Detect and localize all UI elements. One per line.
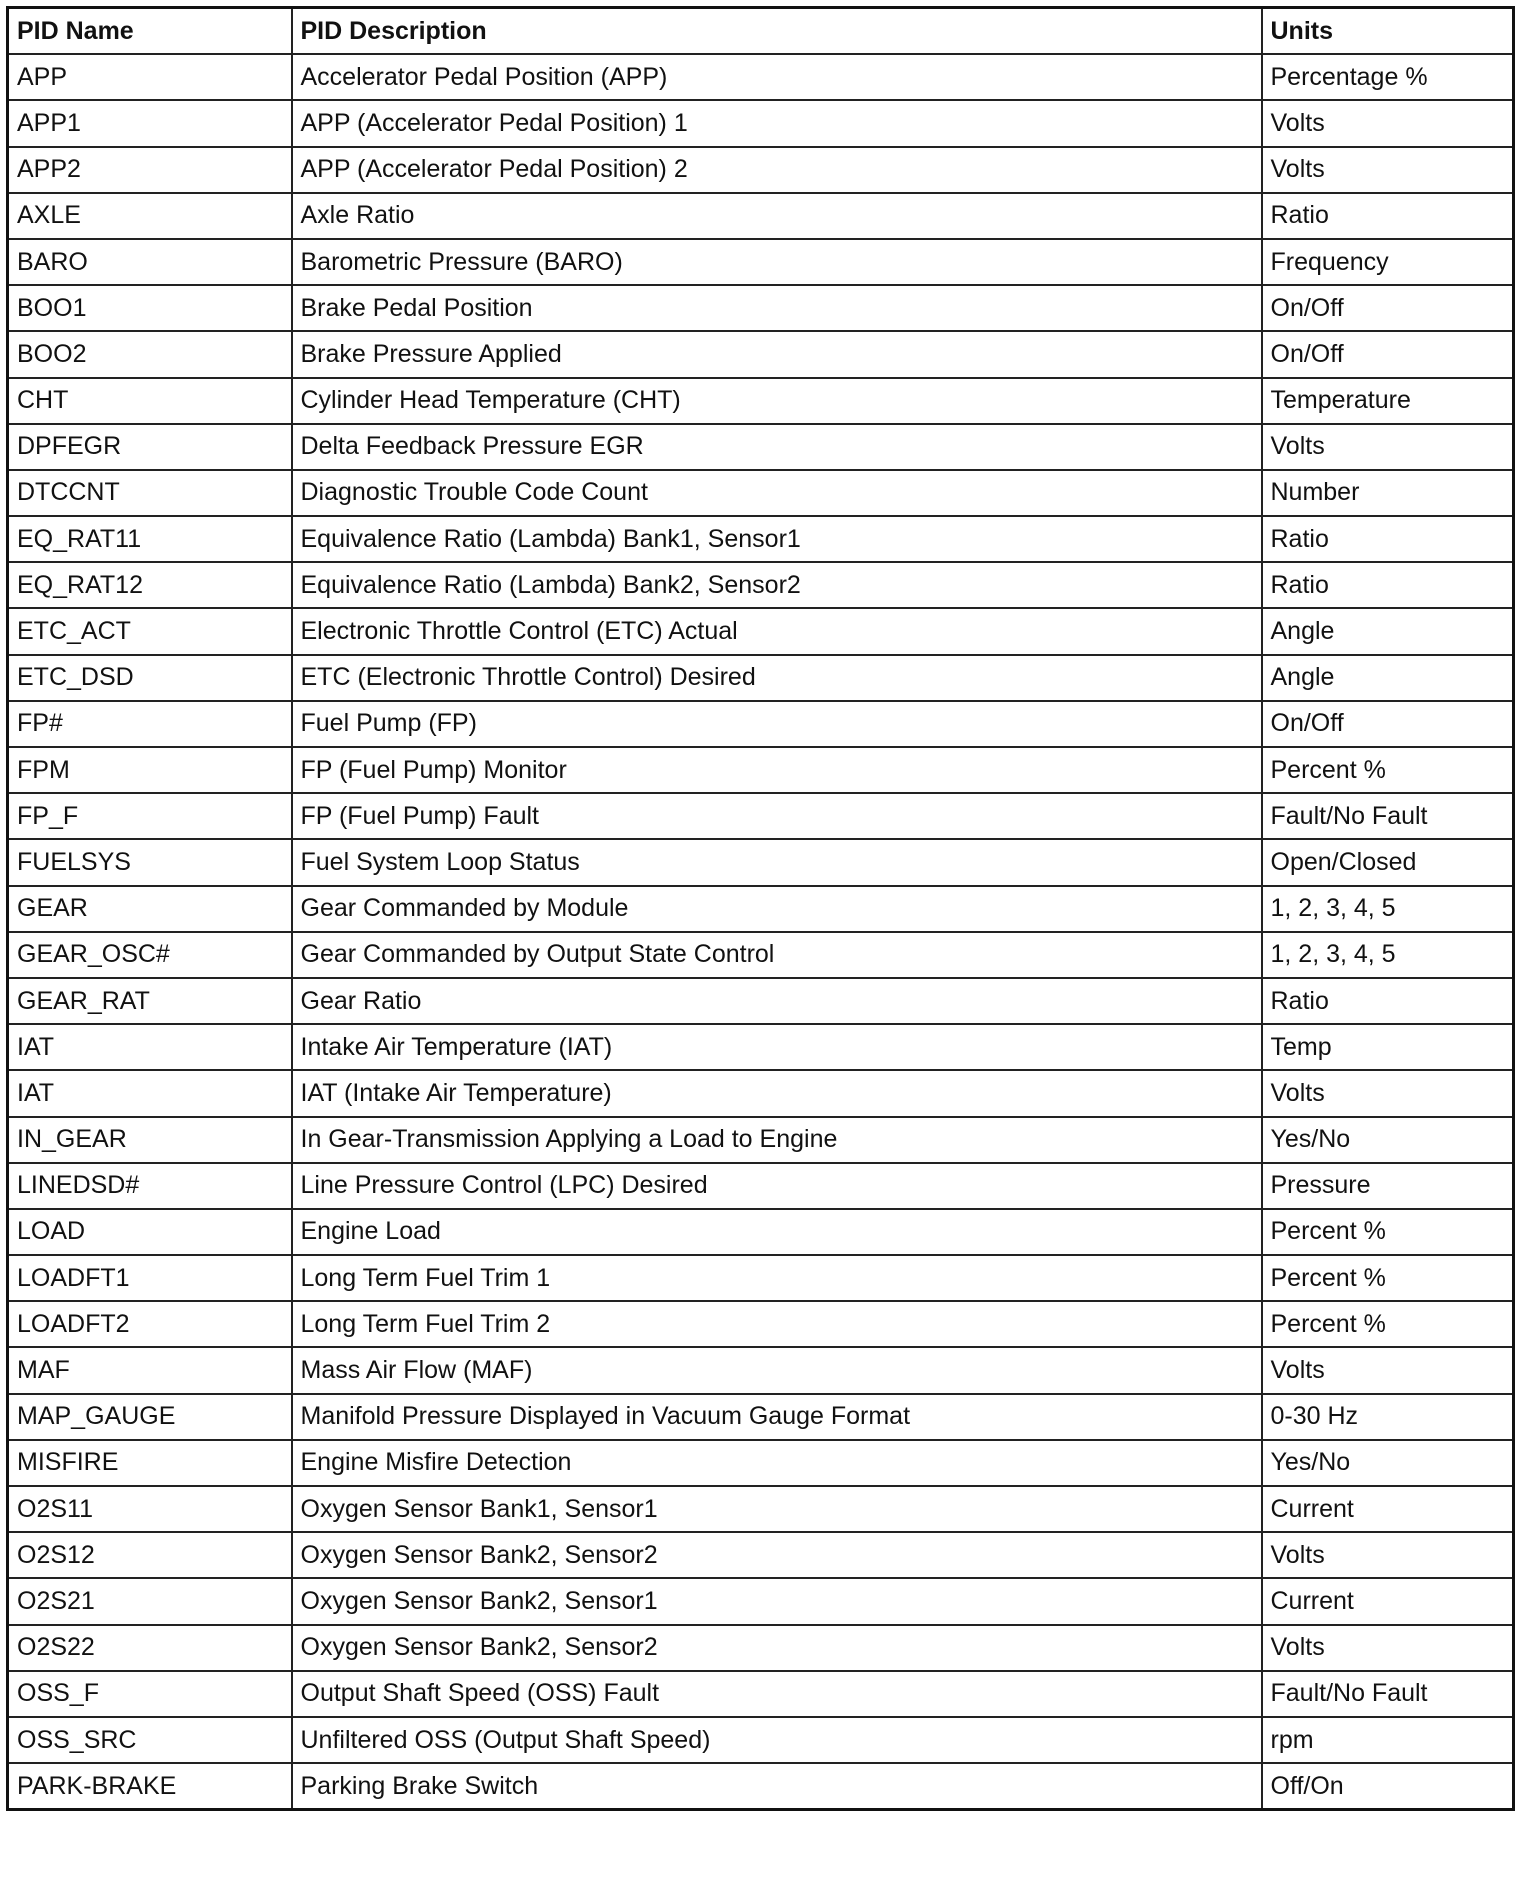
- table-body: [8, 54, 1514, 1810]
- cell-pid-description: Brake Pedal Position: [292, 285, 1262, 331]
- cell-pid-name: APP2: [8, 147, 292, 193]
- table-row: [8, 239, 1514, 285]
- cell-pid-description: Mass Air Flow (MAF): [292, 1347, 1262, 1393]
- cell-pid-name: IAT: [8, 1070, 292, 1116]
- cell-units: Current: [1262, 1578, 1514, 1624]
- cell-pid-name: GEAR_OSC#: [8, 932, 292, 978]
- cell-pid-name: LOADFT1: [8, 1255, 292, 1301]
- table-row: [8, 193, 1514, 239]
- cell-pid-description: Manifold Pressure Displayed in Vacuum Gauge Format: [292, 1394, 1262, 1440]
- cell-pid-description: Fuel Pump (FP): [292, 701, 1262, 747]
- table-row: [8, 516, 1514, 562]
- cell-units: Temp: [1262, 1024, 1514, 1070]
- cell-units: Percent %: [1262, 1255, 1514, 1301]
- table-row: [8, 886, 1514, 932]
- cell-units: Ratio: [1262, 562, 1514, 608]
- cell-pid-name: LOADFT2: [8, 1301, 292, 1347]
- cell-units: On/Off: [1262, 331, 1514, 377]
- cell-units: 0-30 Hz: [1262, 1394, 1514, 1440]
- cell-pid-name: BARO: [8, 239, 292, 285]
- table-row: [8, 1255, 1514, 1301]
- table-row: [8, 1671, 1514, 1717]
- cell-units: Percent %: [1262, 1301, 1514, 1347]
- cell-pid-description: Oxygen Sensor Bank2, Sensor2: [292, 1625, 1262, 1671]
- cell-pid-name: IAT: [8, 1024, 292, 1070]
- table-row: [8, 1486, 1514, 1532]
- cell-pid-name: FP_F: [8, 793, 292, 839]
- cell-pid-description: Gear Commanded by Output State Control: [292, 932, 1262, 978]
- table-row: [8, 470, 1514, 516]
- table-row: [8, 1347, 1514, 1393]
- cell-pid-name: O2S21: [8, 1578, 292, 1624]
- cell-pid-name: APP: [8, 54, 292, 100]
- cell-pid-description: Gear Ratio: [292, 978, 1262, 1024]
- table-row: [8, 147, 1514, 193]
- table-row: [8, 747, 1514, 793]
- cell-pid-description: Line Pressure Control (LPC) Desired: [292, 1163, 1262, 1209]
- cell-units: Fault/No Fault: [1262, 1671, 1514, 1717]
- cell-pid-description: Barometric Pressure (BARO): [292, 239, 1262, 285]
- table-row: [8, 1578, 1514, 1624]
- cell-units: Percentage %: [1262, 54, 1514, 100]
- cell-units: Fault/No Fault: [1262, 793, 1514, 839]
- cell-units: Volts: [1262, 147, 1514, 193]
- pid-table: [6, 6, 1515, 1811]
- cell-pid-name: IN_GEAR: [8, 1117, 292, 1163]
- cell-pid-description: Axle Ratio: [292, 193, 1262, 239]
- header-pid-name: PID Name: [8, 8, 292, 55]
- cell-units: Angle: [1262, 608, 1514, 654]
- table-row: [8, 1301, 1514, 1347]
- table-row: [8, 793, 1514, 839]
- table-row: [8, 1717, 1514, 1763]
- cell-pid-description: Long Term Fuel Trim 2: [292, 1301, 1262, 1347]
- cell-pid-name: BOO1: [8, 285, 292, 331]
- cell-pid-name: FP#: [8, 701, 292, 747]
- cell-pid-description: Output Shaft Speed (OSS) Fault: [292, 1671, 1262, 1717]
- cell-pid-description: In Gear-Transmission Applying a Load to Engine: [292, 1117, 1262, 1163]
- cell-pid-name: MAF: [8, 1347, 292, 1393]
- cell-units: Yes/No: [1262, 1440, 1514, 1486]
- cell-units: Yes/No: [1262, 1117, 1514, 1163]
- cell-pid-description: FP (Fuel Pump) Fault: [292, 793, 1262, 839]
- table-row: [8, 100, 1514, 146]
- cell-pid-description: Parking Brake Switch: [292, 1763, 1262, 1810]
- cell-units: Temperature: [1262, 378, 1514, 424]
- header-units: Units: [1262, 8, 1514, 55]
- table-row: [8, 1394, 1514, 1440]
- cell-units: Volts: [1262, 1070, 1514, 1116]
- cell-units: On/Off: [1262, 285, 1514, 331]
- table-row: [8, 562, 1514, 608]
- cell-pid-name: PARK-BRAKE: [8, 1763, 292, 1810]
- cell-units: Number: [1262, 470, 1514, 516]
- table-row: [8, 1117, 1514, 1163]
- cell-units: Percent %: [1262, 1209, 1514, 1255]
- cell-pid-name: EQ_RAT12: [8, 562, 292, 608]
- cell-units: 1, 2, 3, 4, 5: [1262, 932, 1514, 978]
- table-row: [8, 378, 1514, 424]
- cell-pid-name: O2S11: [8, 1486, 292, 1532]
- cell-units: Pressure: [1262, 1163, 1514, 1209]
- cell-pid-description: APP (Accelerator Pedal Position) 2: [292, 147, 1262, 193]
- cell-pid-description: Equivalence Ratio (Lambda) Bank1, Sensor1: [292, 516, 1262, 562]
- cell-pid-name: AXLE: [8, 193, 292, 239]
- cell-pid-name: CHT: [8, 378, 292, 424]
- cell-pid-name: GEAR: [8, 886, 292, 932]
- table-row: [8, 839, 1514, 885]
- cell-units: Volts: [1262, 1625, 1514, 1671]
- table-row: [8, 54, 1514, 100]
- cell-units: Frequency: [1262, 239, 1514, 285]
- cell-units: 1, 2, 3, 4, 5: [1262, 886, 1514, 932]
- cell-pid-description: Delta Feedback Pressure EGR: [292, 424, 1262, 470]
- cell-units: Ratio: [1262, 516, 1514, 562]
- cell-pid-description: Oxygen Sensor Bank2, Sensor2: [292, 1532, 1262, 1578]
- cell-pid-name: MAP_GAUGE: [8, 1394, 292, 1440]
- cell-pid-description: Unfiltered OSS (Output Shaft Speed): [292, 1717, 1262, 1763]
- cell-pid-name: APP1: [8, 100, 292, 146]
- cell-pid-description: Oxygen Sensor Bank1, Sensor1: [292, 1486, 1262, 1532]
- header-row: [8, 8, 1514, 55]
- table-row: [8, 701, 1514, 747]
- cell-pid-description: Engine Misfire Detection: [292, 1440, 1262, 1486]
- cell-pid-name: GEAR_RAT: [8, 978, 292, 1024]
- cell-units: Ratio: [1262, 193, 1514, 239]
- cell-pid-description: Fuel System Loop Status: [292, 839, 1262, 885]
- table-row: [8, 1532, 1514, 1578]
- table-row: [8, 932, 1514, 978]
- cell-pid-description: Brake Pressure Applied: [292, 331, 1262, 377]
- table-header: [8, 8, 1514, 55]
- cell-units: Current: [1262, 1486, 1514, 1532]
- cell-pid-description: Diagnostic Trouble Code Count: [292, 470, 1262, 516]
- table-row: [8, 1070, 1514, 1116]
- cell-units: Volts: [1262, 1347, 1514, 1393]
- cell-pid-description: FP (Fuel Pump) Monitor: [292, 747, 1262, 793]
- cell-pid-name: ETC_ACT: [8, 608, 292, 654]
- cell-pid-name: MISFIRE: [8, 1440, 292, 1486]
- cell-pid-description: Accelerator Pedal Position (APP): [292, 54, 1262, 100]
- cell-pid-name: LOAD: [8, 1209, 292, 1255]
- table-row: [8, 1763, 1514, 1810]
- cell-units: Volts: [1262, 424, 1514, 470]
- cell-units: Volts: [1262, 100, 1514, 146]
- cell-pid-description: IAT (Intake Air Temperature): [292, 1070, 1262, 1116]
- cell-pid-name: LINEDSD#: [8, 1163, 292, 1209]
- cell-pid-name: OSS_F: [8, 1671, 292, 1717]
- cell-units: Open/Closed: [1262, 839, 1514, 885]
- cell-pid-name: DTCCNT: [8, 470, 292, 516]
- cell-pid-description: Cylinder Head Temperature (CHT): [292, 378, 1262, 424]
- cell-pid-description: Electronic Throttle Control (ETC) Actual: [292, 608, 1262, 654]
- table-row: [8, 1024, 1514, 1070]
- cell-pid-name: OSS_SRC: [8, 1717, 292, 1763]
- cell-pid-name: EQ_RAT11: [8, 516, 292, 562]
- cell-pid-name: BOO2: [8, 331, 292, 377]
- cell-pid-name: O2S12: [8, 1532, 292, 1578]
- table-row: [8, 1163, 1514, 1209]
- cell-pid-description: Oxygen Sensor Bank2, Sensor1: [292, 1578, 1262, 1624]
- table-row: [8, 331, 1514, 377]
- cell-pid-name: O2S22: [8, 1625, 292, 1671]
- cell-pid-description: Gear Commanded by Module: [292, 886, 1262, 932]
- cell-pid-description: Equivalence Ratio (Lambda) Bank2, Sensor2: [292, 562, 1262, 608]
- cell-units: Volts: [1262, 1532, 1514, 1578]
- table-row: [8, 1440, 1514, 1486]
- cell-pid-name: DPFEGR: [8, 424, 292, 470]
- cell-pid-name: FUELSYS: [8, 839, 292, 885]
- table-row: [8, 1209, 1514, 1255]
- cell-units: Ratio: [1262, 978, 1514, 1024]
- cell-units: On/Off: [1262, 701, 1514, 747]
- cell-pid-description: APP (Accelerator Pedal Position) 1: [292, 100, 1262, 146]
- cell-pid-description: Long Term Fuel Trim 1: [292, 1255, 1262, 1301]
- cell-pid-name: FPM: [8, 747, 292, 793]
- cell-pid-description: ETC (Electronic Throttle Control) Desired: [292, 655, 1262, 701]
- cell-pid-description: Intake Air Temperature (IAT): [292, 1024, 1262, 1070]
- cell-units: Angle: [1262, 655, 1514, 701]
- table-row: [8, 285, 1514, 331]
- table-row: [8, 1625, 1514, 1671]
- table-row: [8, 424, 1514, 470]
- table-row: [8, 655, 1514, 701]
- table-row: [8, 978, 1514, 1024]
- header-pid-description: PID Description: [292, 8, 1262, 55]
- cell-units: rpm: [1262, 1717, 1514, 1763]
- cell-pid-name: ETC_DSD: [8, 655, 292, 701]
- cell-units: Percent %: [1262, 747, 1514, 793]
- cell-units: Off/On: [1262, 1763, 1514, 1810]
- cell-pid-description: Engine Load: [292, 1209, 1262, 1255]
- table-row: [8, 608, 1514, 654]
